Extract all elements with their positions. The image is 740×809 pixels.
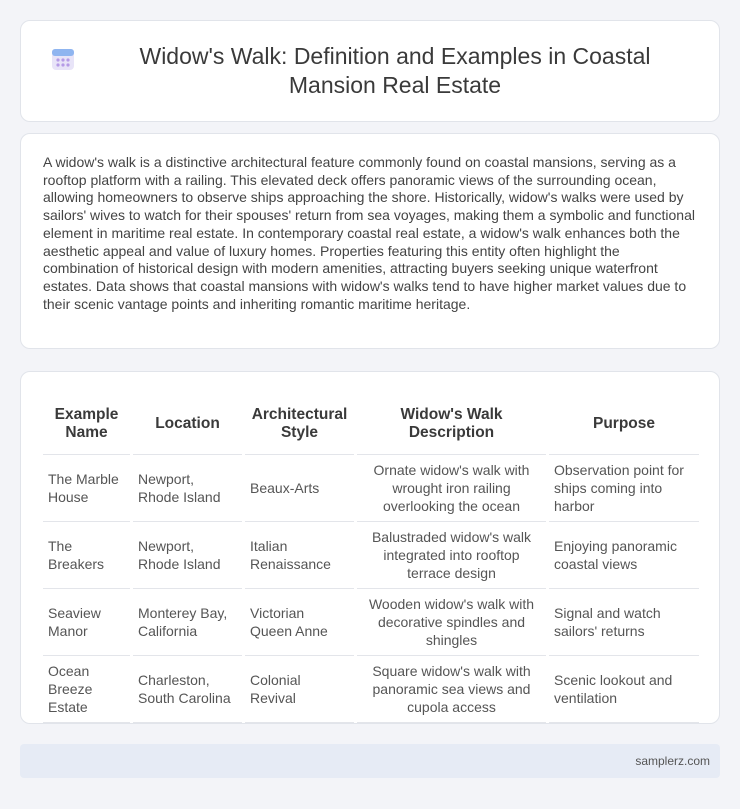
intro-paragraph: A widow's walk is a distinctive architectural feature commonly found on coastal mansions, serving as a rooftop platform with a railing. This elevated deck offers panoramic views of the surrounding ocean, allowing homeowners to observe ships approaching the shore. Historically, widow's walks were used by sailors' wives to watch for their spouses' return from sea voyages, making them a symbolic and functional element in maritime real estate. In contemporary coastal real estate, a widow's walk enhances both the aesthetic appeal and value of luxury homes. Properties featuring this entity often highlight the combination of historical design with modern amenities, attracting buyers seeking unique waterfront estates. Data shows that coastal mansions with widow's walks tend to have higher market values due to their scenic vantage points and inheriting romantic maritime heritage. — [43, 154, 695, 312]
cell-purpose: Signal and watch sailors' returns — [549, 589, 699, 656]
cell-description: Ornate widow's walk with wrought iron railing overlooking the ocean — [357, 455, 546, 522]
cell-description: Square widow's walk with panoramic sea views and cupola access — [357, 656, 546, 723]
footer — [20, 744, 720, 778]
table-row — [43, 455, 699, 522]
header-description: Widow's Walk Description — [357, 393, 546, 455]
title-wrap — [50, 42, 690, 100]
calendar-icon — [50, 46, 76, 72]
cell-purpose: Observation point for ships coming into harbor — [549, 455, 699, 522]
table-row — [43, 522, 699, 589]
cell-example-name: The Marble House — [43, 455, 130, 522]
table-card — [20, 371, 720, 724]
cell-location: Newport, Rhode Island — [133, 522, 242, 589]
header-example-name: Example Name — [43, 393, 130, 455]
header-purpose: Purpose — [549, 393, 699, 455]
cell-location: Monterey Bay, California — [133, 589, 242, 656]
title-card — [20, 20, 720, 122]
cell-style: Colonial Revival — [245, 656, 354, 723]
examples-table — [40, 393, 702, 723]
table-row — [43, 589, 699, 656]
cell-example-name: Seaview Manor — [43, 589, 130, 656]
cell-style: Beaux-Arts — [245, 455, 354, 522]
footer-site[interactable]: samplerz.com — [635, 754, 710, 768]
cell-style: Italian Renaissance — [245, 522, 354, 589]
page-title: Widow's Walk: Definition and Examples in Coastal Mansion Real Estate — [139, 43, 651, 98]
cell-style: Victorian Queen Anne — [245, 589, 354, 656]
cell-location: Newport, Rhode Island — [133, 455, 242, 522]
cell-purpose: Enjoying panoramic coastal views — [549, 522, 699, 589]
cell-example-name: The Breakers — [43, 522, 130, 589]
table-header-row — [43, 393, 699, 455]
cell-location: Charleston, South Carolina — [133, 656, 242, 723]
cell-example-name: Ocean Breeze Estate — [43, 656, 130, 723]
intro-card — [20, 133, 720, 349]
cell-purpose: Scenic lookout and ventilation — [549, 656, 699, 723]
header-architectural-style: Architectural Style — [245, 393, 354, 455]
cell-description: Wooden widow's walk with decorative spindles and shingles — [357, 589, 546, 656]
cell-description: Balustraded widow's walk integrated into rooftop terrace design — [357, 522, 546, 589]
table-row — [43, 656, 699, 723]
header-location: Location — [133, 393, 242, 455]
